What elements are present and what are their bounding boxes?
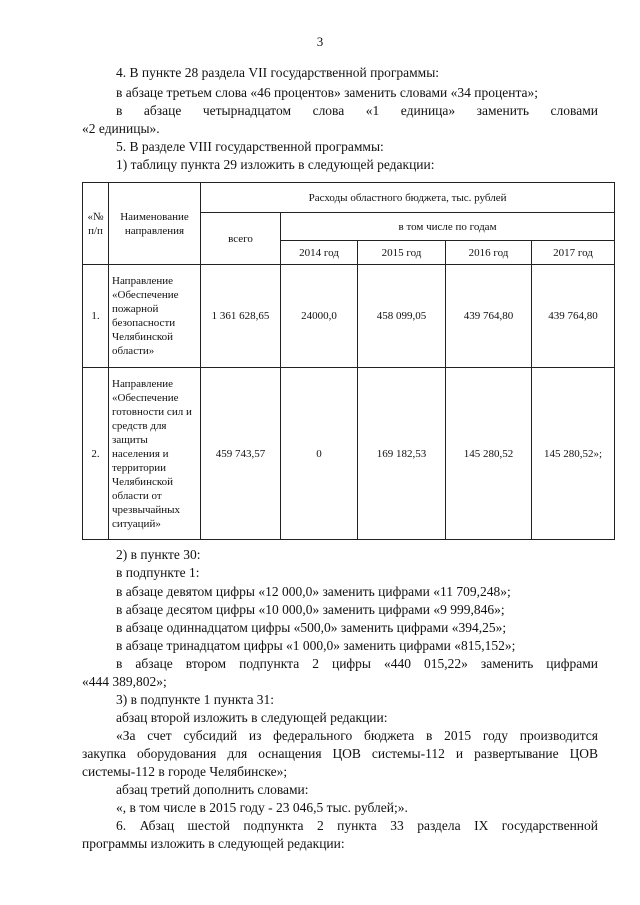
paragraph-item-6-cont: программы изложить в следующей редакции:: [82, 836, 345, 851]
paragraph-sub2: в абзаце втором подпункта 2 цифры «440 015,22» заменить цифрами: [116, 656, 598, 671]
paragraph-addition: «, в том числе в 2015 году - 23 046,5 тыс. рублей;».: [116, 800, 408, 815]
paragraph-item-5: 5. В разделе VIII государственной программы:: [116, 139, 384, 154]
paragraph-para10: в абзаце десятом цифры «10 000,0» заменить цифрами «9 999,846»;: [116, 602, 505, 617]
paragraph-table-intro: 1) таблицу пункта 29 изложить в следующей редакции:: [116, 157, 435, 172]
row-2016: 145 280,52: [446, 368, 532, 540]
table-row: [83, 368, 615, 540]
paragraph-para3-intro: абзац третий дополнить словами:: [116, 782, 309, 797]
row-num: 1.: [83, 265, 109, 368]
paragraph-item-4: 4. В пункте 28 раздела VII государственной программы:: [116, 65, 440, 80]
paragraph-subitem-1: в подпункте 1:: [116, 565, 200, 580]
paragraph-para2-intro: абзац второй изложить в следующей редакции:: [116, 710, 388, 725]
row-name: Направление «Обеспечение готовности сил и средств для защиты населения и территории Челябинской области от чрезвычайных ситуаций»: [109, 368, 201, 540]
row-total: 459 743,57: [201, 368, 281, 540]
row-2015: 169 182,53: [358, 368, 446, 540]
page-number: 3: [316, 34, 324, 49]
paragraph-para13: в абзаце тринадцатом цифры «1 000,0» заменить цифрами «815,152»;: [116, 638, 516, 653]
header-num: «№ п/п: [83, 183, 109, 265]
row-2016: 439 764,80: [446, 265, 532, 368]
paragraph-quote-3: системы-112 в городе Челябинске»;: [82, 764, 288, 779]
row-name: Направление «Обеспечение пожарной безопасности Челябинской области»: [109, 265, 201, 368]
header-total: всего: [201, 213, 281, 265]
paragraph-item-6: 6. Абзац шестой подпункта 2 пункта 33 раздела IX государственной: [116, 818, 598, 833]
row-2017: 145 280,52»;: [532, 368, 615, 540]
table-row: [83, 265, 615, 368]
row-2017: 439 764,80: [532, 265, 615, 368]
paragraph-para3: в абзаце третьем слова «46 процентов» заменить словами «34 процента»;: [116, 85, 539, 100]
header-year-2014: 2014 год: [281, 241, 358, 265]
row-num: 2.: [83, 368, 109, 540]
paragraph-para14: в абзаце четырнадцатом слова «1 единица» заменить словами: [116, 103, 598, 118]
paragraph-item-31: 3) в подпункте 1 пункта 31:: [116, 692, 275, 707]
paragraph-quote-2: закупка оборудования для оснащения ЦОВ системы-112 и развертывание ЦОВ: [82, 746, 598, 761]
header-name: Наименование направления: [109, 183, 201, 265]
budget-table: [82, 182, 615, 540]
paragraph-para14-cont: «2 единицы».: [82, 121, 160, 136]
paragraph-quote-1: «За счет субсидий из федерального бюджета в 2015 году производится: [116, 728, 598, 743]
row-2014: 0: [281, 368, 358, 540]
row-2014: 24000,0: [281, 265, 358, 368]
row-total: 1 361 628,65: [201, 265, 281, 368]
header-year-2017: 2017 год: [532, 241, 615, 265]
header-year-2015: 2015 год: [358, 241, 446, 265]
header-year-2016: 2016 год: [446, 241, 532, 265]
paragraph-para11: в абзаце одиннадцатом цифры «500,0» заменить цифрами «394,25»;: [116, 620, 507, 635]
paragraph-sub2-cont: «444 389,802»;: [82, 674, 167, 689]
row-2015: 458 099,05: [358, 265, 446, 368]
paragraph-item-30: 2) в пункте 30:: [116, 547, 201, 562]
header-including: в том числе по годам: [281, 213, 615, 241]
header-budget: Расходы областного бюджета, тыс. рублей: [201, 183, 615, 213]
paragraph-para9: в абзаце девятом цифры «12 000,0» заменить цифрами «11 709,248»;: [116, 584, 511, 599]
